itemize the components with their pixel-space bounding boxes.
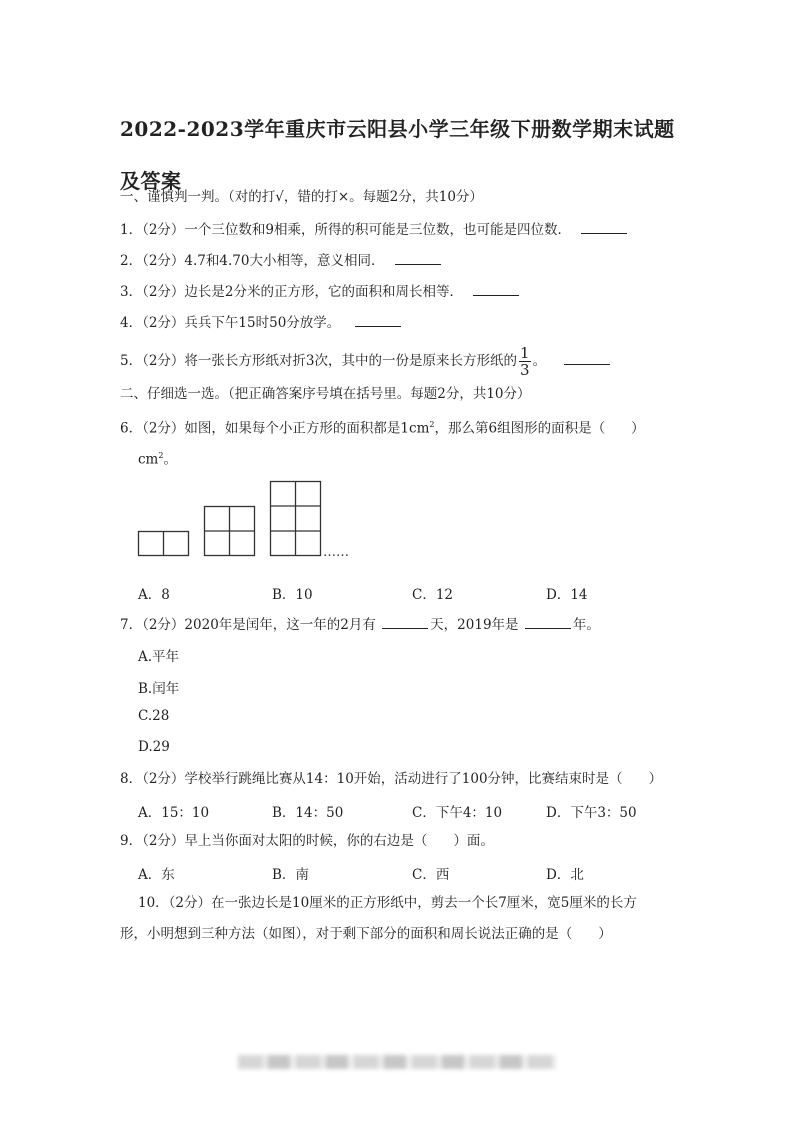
page-title: 2022-2023学年重庆市云阳县小学三年级下册数学期末试题及答案: [120, 117, 675, 193]
option-8-b[interactable]: B．14：50: [272, 805, 344, 821]
figure-ellipsis: ……: [323, 545, 349, 559]
option-9-a[interactable]: A．东: [138, 867, 175, 883]
question-3: [120, 281, 519, 301]
question-4: [120, 312, 401, 332]
question-9-text-a: 9．（2分）早上当你面对太阳的时候，你的右边是（: [120, 833, 428, 849]
answer-blank-2[interactable]: [395, 250, 441, 265]
answer-blank-7a[interactable]: [382, 614, 428, 629]
question-6-text-b: ，那么第6组图形的面积是（: [434, 420, 606, 437]
question-10-line-1: 10．（2分）在一张边长是10厘米的正方形纸中，剪去一个长7厘米，宽5厘米的长方: [138, 895, 637, 911]
option-6-b[interactable]: B．10: [272, 587, 313, 603]
answer-blank-1[interactable]: [581, 219, 627, 234]
question-5-end: 。: [532, 353, 547, 369]
answer-blank-4[interactable]: [355, 312, 401, 327]
question-10-text: 形，小明想到三种方法（如图），对于剩下部分的面积和周长说法正确的是（: [120, 926, 573, 942]
superscript: 2: [429, 420, 435, 429]
option-6-c[interactable]: C．12: [412, 587, 454, 603]
unit-end: 。: [163, 451, 177, 468]
question-6: [120, 416, 645, 438]
option-9-b[interactable]: B．南: [272, 867, 309, 883]
option-7-c[interactable]: C.28: [138, 708, 170, 724]
question-3-text: 3．（2分）边长是2分米的正方形，它的面积和周长相等．: [120, 284, 464, 300]
option-9-c[interactable]: C．西: [412, 867, 450, 883]
option-8-c[interactable]: C．下午4：10: [412, 805, 503, 821]
fraction-numerator: 1: [520, 344, 530, 362]
question-8: [120, 770, 662, 788]
question-4-text: 4．（2分）兵兵下午15时50分放学。: [120, 315, 341, 331]
question-7-text-b: 天，2019年是: [430, 617, 519, 633]
question-9: [120, 832, 494, 850]
answer-blank-7b[interactable]: [525, 614, 571, 629]
question-7: [120, 614, 600, 634]
unit-cm: cm: [138, 451, 159, 468]
option-6-d[interactable]: D．14: [546, 587, 588, 603]
question-5: [120, 345, 610, 378]
question-10-close: ）: [598, 926, 612, 942]
question-7-text-c: 年。: [572, 617, 600, 633]
question-6-text-c: ）: [631, 420, 645, 437]
question-1: [120, 219, 627, 239]
question-6-text-a: 6．（2分）如图，如果每个小正方形的面积都是1cm: [120, 420, 430, 437]
answer-blank-5[interactable]: [564, 350, 610, 365]
question-2-text: 2．（2分）4.7和4.70大小相等，意义相同．: [120, 253, 385, 269]
answer-blank-3[interactable]: [473, 281, 519, 296]
question-8-text: 8．（2分）学校举行跳绳比赛从14：10开始，活动进行了100分钟，比赛结束时是（: [120, 771, 623, 787]
section-1-heading: 一、谨慎判一判。（对的打√，错的打×。每题2分，共10分）: [120, 189, 483, 205]
option-7-a[interactable]: A.平年: [138, 649, 180, 665]
question-8-close: ）: [648, 771, 663, 787]
option-9-d[interactable]: D．北: [546, 867, 584, 883]
blurred-footer-watermark: [238, 1055, 556, 1069]
fraction-one-third: [519, 345, 531, 378]
option-6-a[interactable]: A．8: [138, 587, 170, 603]
question-10-line-2: [120, 925, 612, 943]
option-8-d[interactable]: D．下午3：50: [546, 805, 637, 821]
question-5-text: 5．（2分）将一张长方形纸对折3次，其中的一份是原来长方形纸的: [120, 353, 518, 369]
unit-superscript: 2: [158, 451, 164, 460]
section-2-heading: 二、仔细选一选。（把正确答案序号填在括号里。每题2分，共10分）: [120, 386, 531, 402]
question-6-unit: [138, 447, 177, 469]
fraction-denominator: 3: [520, 361, 530, 379]
question-1-text: 1．（2分）一个三位数和9相乘，所得的积可能是三位数，也可能是四位数．: [120, 222, 572, 238]
question-7-text-a: 7．（2分）2020年是闰年，这一年的2月有: [120, 617, 376, 633]
question-2: [120, 250, 441, 270]
question-9-text-b: ）面。: [453, 833, 494, 849]
square-pattern-figure: [136, 479, 356, 559]
option-8-a[interactable]: A．15：10: [138, 805, 210, 821]
option-7-b[interactable]: B.闰年: [138, 681, 180, 697]
option-7-d[interactable]: D.29: [138, 739, 170, 755]
